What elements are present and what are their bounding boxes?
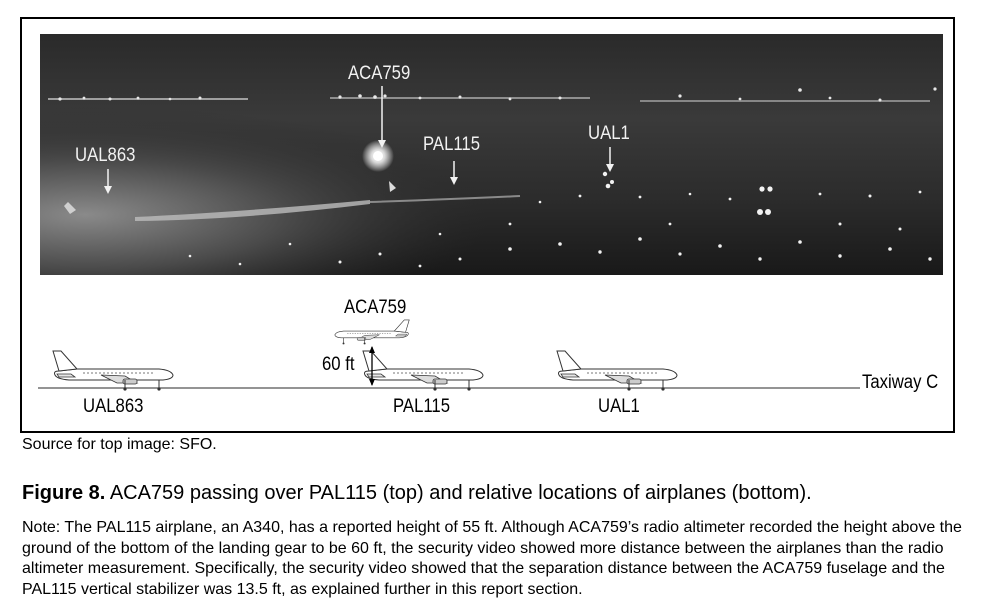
figure-caption (22, 482, 812, 505)
security-video-image (40, 34, 943, 275)
ual1-airplane (557, 351, 677, 391)
night-airfield-photo (40, 34, 943, 275)
photo-label-pal115: PAL115 (423, 134, 481, 155)
airplane-diagram (22, 275, 953, 431)
relative-location-diagram (22, 275, 953, 431)
diagram-label-aca759: ACA759 (344, 297, 407, 318)
figure-label: Figure 8. (22, 482, 106, 504)
diagram-label-pal115: PAL115 (393, 396, 451, 417)
aca759-airplane (335, 320, 409, 345)
figure-note: Note: The PAL115 airplane, an A340, has a reported height of 55 ft. Although ACA759’s radio altimeter recorded the height above the ground of the bottom of the landing gear to be 60 ft, the security video showed more distance between the airplanes than the radio altimeter measurement. Specifically, the security video showed that the separation distance between the ACA759 fuselage and the PAL115 vertical stabilizer was 13.5 ft, as explained further in this report section. (22, 519, 962, 598)
photo-label-ual1: UAL1 (588, 123, 630, 144)
figure-caption-text: ACA759 passing over PAL115 (top) and relative locations of airplanes (bottom). (105, 482, 812, 504)
figure-frame (20, 17, 955, 433)
diagram-label-ual1: UAL1 (598, 396, 640, 417)
photo-label-ual863: UAL863 (75, 145, 136, 166)
ual863-airplane (53, 351, 173, 391)
photo-label-aca759: ACA759 (348, 63, 411, 84)
diagram-label-ual863: UAL863 (83, 396, 144, 417)
image-source-note: Source for top image: SFO. (22, 436, 217, 453)
pal115-airplane (363, 351, 483, 391)
diagram-label-height: 60 ft (322, 354, 355, 375)
diagram-label-taxiway: Taxiway C (862, 372, 939, 393)
